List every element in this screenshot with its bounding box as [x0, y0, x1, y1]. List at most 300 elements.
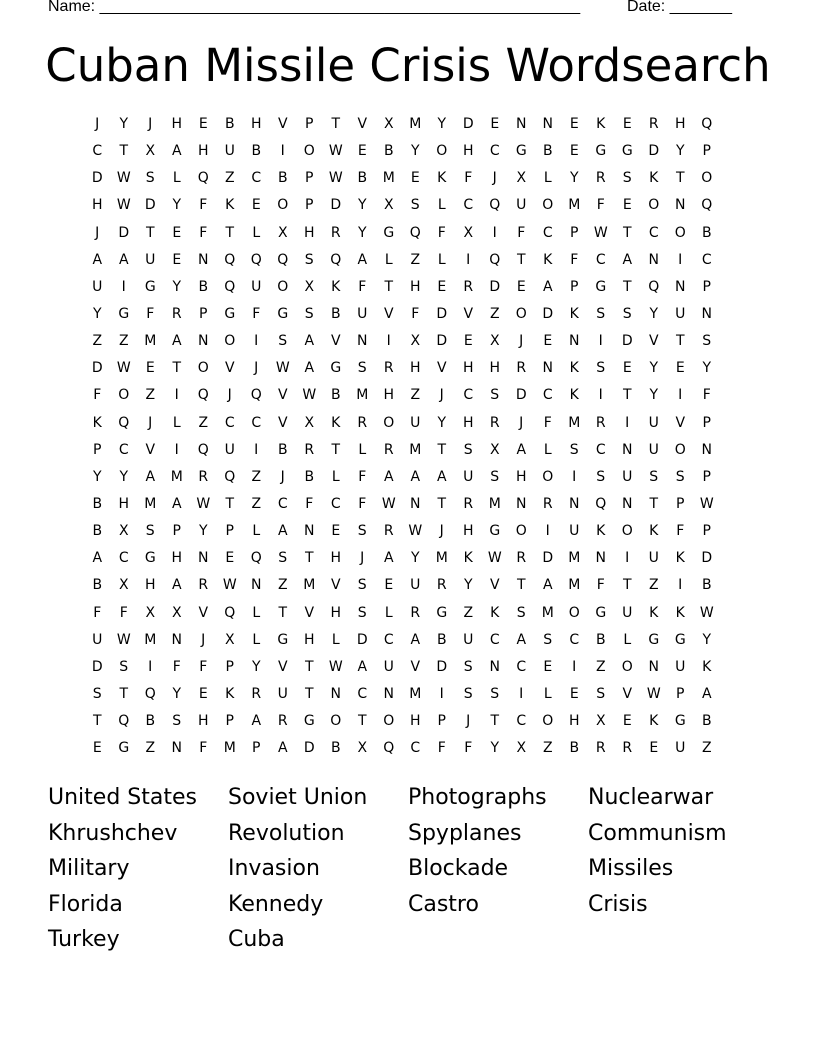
word-list-item: Military: [48, 856, 130, 882]
grid-cell: H: [674, 116, 686, 132]
grid-cell: S: [357, 604, 367, 621]
grid-row: [84, 192, 744, 219]
grid-cell: B: [701, 577, 712, 594]
grid-cell: T: [675, 333, 685, 350]
grid-cell: M: [144, 631, 157, 648]
grid-cell: E: [225, 550, 235, 567]
grid-cell: S: [357, 360, 367, 377]
grid-cell: L: [252, 224, 261, 241]
grid-cell: D: [489, 278, 501, 295]
grid-cell: O: [568, 604, 580, 621]
grid-cell: G: [674, 713, 686, 730]
grid-cell: E: [463, 333, 473, 350]
grid-cell: O: [674, 441, 686, 458]
grid-cell: R: [463, 278, 474, 295]
grid-cell: R: [171, 305, 182, 322]
grid-cell: Z: [118, 333, 129, 350]
grid-cell: N: [304, 523, 315, 540]
grid-cell: B: [436, 631, 447, 648]
grid-cell: I: [572, 658, 577, 675]
grid-cell: U: [92, 631, 103, 648]
grid-cell: N: [542, 360, 553, 377]
grid-cell: J: [519, 333, 524, 350]
grid-cell: F: [172, 658, 181, 675]
grid-cell: I: [519, 685, 524, 702]
grid-cell: T: [225, 495, 235, 512]
word-list-item: Nuclearwar: [588, 785, 714, 810]
grid-row: [84, 681, 744, 708]
grid-cell: D: [91, 360, 103, 377]
grid-cell: R: [595, 740, 606, 757]
grid-cell: G: [648, 631, 660, 648]
grid-row: [84, 735, 744, 762]
grid-cell: S: [119, 658, 129, 675]
grid-row: [84, 410, 744, 437]
grid-cell: R: [595, 414, 606, 431]
grid-cell: E: [649, 740, 659, 757]
grid-cell: H: [144, 577, 156, 594]
grid-cell: X: [118, 523, 129, 540]
grid-cell: L: [252, 631, 261, 648]
grid-cell: O: [542, 468, 554, 485]
grid-cell: S: [145, 170, 155, 187]
grid-cell: J: [227, 387, 232, 404]
grid-cell: D: [515, 387, 527, 404]
grid-cell: K: [649, 604, 659, 621]
grid-cell: C: [383, 631, 394, 648]
grid-cell: N: [251, 577, 262, 594]
grid-cell: F: [358, 468, 367, 485]
grid-cell: S: [543, 631, 553, 648]
grid-cell: L: [437, 197, 446, 214]
grid-cell: F: [199, 740, 208, 757]
grid-cell: U: [92, 278, 103, 295]
grid-cell: G: [595, 143, 607, 160]
grid-cell: A: [171, 495, 182, 512]
grid-cell: N: [595, 550, 606, 567]
word-list-item: Revolution: [228, 820, 345, 846]
grid-cell: N: [701, 441, 712, 458]
grid-cell: N: [330, 685, 341, 702]
grid-cell: R: [463, 495, 474, 512]
grid-cell: U: [357, 305, 368, 322]
header-line: [48, 0, 748, 18]
grid-cell: U: [224, 143, 235, 160]
grid-cell: G: [436, 604, 448, 621]
grid-cell: P: [225, 523, 234, 540]
grid-cell: Z: [410, 251, 421, 268]
grid-cell: T: [622, 577, 632, 594]
word-list-item: Invasion: [228, 856, 320, 882]
grid-cell: X: [383, 116, 394, 132]
grid-cell: F: [199, 658, 208, 675]
grid-cell: W: [116, 631, 131, 648]
grid-cell: P: [702, 468, 711, 485]
grid-cell: H: [383, 387, 395, 404]
grid-cell: B: [145, 713, 156, 730]
grid-cell: N: [622, 495, 633, 512]
grid-cell: A: [171, 577, 182, 594]
grid-cell: J: [439, 387, 444, 404]
grid-cell: H: [171, 116, 183, 132]
grid-cell: Q: [595, 495, 607, 512]
grid-cell: Q: [383, 740, 395, 757]
grid-cell: I: [439, 685, 444, 702]
grid-cell: E: [675, 360, 685, 377]
grid-row: [84, 708, 744, 735]
grid-cell: C: [118, 550, 129, 567]
grid-cell: K: [463, 550, 473, 567]
grid-cell: F: [252, 305, 261, 322]
grid-cell: Q: [224, 604, 236, 621]
word-list-item: Communism: [588, 820, 727, 846]
word-list-item: Blockade: [408, 856, 509, 882]
grid-cell: D: [462, 116, 474, 132]
grid-cell: M: [223, 740, 236, 757]
grid-cell: C: [648, 224, 659, 241]
grid-row: [84, 138, 744, 165]
grid-cell: T: [437, 441, 447, 458]
word-list-item: Cuba: [228, 927, 285, 953]
grid-cell: M: [170, 468, 183, 485]
grid-cell: K: [437, 170, 447, 187]
grid-cell: T: [357, 713, 367, 730]
grid-cell: M: [409, 116, 422, 132]
grid-cell: V: [463, 305, 474, 322]
grid-cell: I: [254, 441, 259, 458]
grid-cell: T: [278, 604, 288, 621]
grid-cell: Q: [250, 251, 262, 268]
grid-cell: C: [330, 495, 341, 512]
grid-cell: O: [383, 713, 395, 730]
grid-cell: O: [648, 197, 660, 214]
grid-cell: I: [280, 143, 285, 160]
grid-cell: B: [595, 631, 606, 648]
grid-cell: K: [490, 604, 500, 621]
grid-cell: E: [569, 143, 579, 160]
grid-cell: P: [702, 143, 711, 160]
grid-cell: W: [699, 604, 714, 621]
grid-cell: V: [357, 116, 368, 132]
grid-cell: O: [701, 170, 713, 187]
grid-cell: N: [198, 333, 209, 350]
grid-cell: E: [543, 333, 553, 350]
grid-cell: K: [596, 116, 606, 132]
grid-cell: C: [569, 631, 580, 648]
grid-cell: F: [596, 197, 605, 214]
grid-cell: U: [463, 631, 474, 648]
grid-cell: E: [198, 116, 208, 132]
grid-cell: F: [596, 577, 605, 594]
word-list-item: Photographs: [408, 785, 547, 810]
grid-cell: T: [119, 685, 129, 702]
grid-cell: Q: [409, 224, 421, 241]
grid-row: [84, 437, 744, 464]
grid-cell: A: [542, 577, 553, 594]
grid-cell: W: [302, 387, 317, 404]
grid-cell: M: [303, 577, 316, 594]
grid-cell: U: [463, 468, 474, 485]
grid-cell: U: [648, 414, 659, 431]
word-list-item: Spyplanes: [408, 820, 522, 846]
grid-cell: D: [144, 197, 156, 214]
grid-cell: P: [702, 278, 711, 295]
grid-cell: Q: [330, 251, 342, 268]
grid-cell: H: [489, 360, 501, 377]
grid-cell: Q: [648, 278, 660, 295]
grid-cell: T: [437, 495, 447, 512]
grid-cell: B: [330, 387, 341, 404]
grid-cell: Q: [277, 251, 289, 268]
grid-cell: N: [542, 116, 553, 132]
grid-cell: L: [358, 441, 367, 458]
grid-cell: Z: [92, 333, 103, 350]
grid-cell: M: [568, 550, 581, 567]
grid-cell: I: [678, 387, 683, 404]
grid-cell: Q: [197, 387, 209, 404]
grid-cell: W: [116, 197, 131, 214]
grid-cell: X: [489, 333, 500, 350]
grid-cell: S: [569, 441, 579, 458]
grid-row: [84, 328, 744, 355]
grid-cell: I: [678, 577, 683, 594]
grid-cell: F: [93, 387, 102, 404]
grid-cell: I: [121, 278, 126, 295]
grid-cell: Q: [197, 441, 209, 458]
grid-cell: Y: [675, 143, 685, 160]
grid-cell: R: [304, 441, 315, 458]
grid-cell: T: [490, 713, 500, 730]
grid-cell: U: [410, 577, 421, 594]
date-field-label: Date: _______: [627, 0, 732, 15]
grid-cell: A: [516, 441, 527, 458]
grid-cell: A: [171, 333, 182, 350]
grid-cell: M: [144, 333, 157, 350]
grid-cell: H: [409, 278, 421, 295]
grid-cell: E: [437, 278, 447, 295]
grid-cell: N: [622, 441, 633, 458]
grid-cell: W: [328, 143, 343, 160]
grid-cell: N: [648, 658, 659, 675]
word-list-item: Kennedy: [228, 891, 324, 917]
grid-cell: U: [277, 685, 288, 702]
grid-cell: V: [224, 360, 235, 377]
grid-cell: V: [277, 414, 288, 431]
grid-cell: E: [357, 143, 367, 160]
grid-cell: S: [622, 305, 632, 322]
grid-cell: G: [303, 713, 315, 730]
word-list-item: Khrushchev: [48, 820, 178, 846]
grid-cell: Y: [92, 305, 102, 322]
grid-cell: X: [277, 224, 288, 241]
grid-cell: C: [595, 251, 606, 268]
grid-cell: I: [545, 523, 550, 540]
grid-cell: G: [277, 631, 289, 648]
grid-cell: A: [383, 550, 394, 567]
grid-cell: B: [251, 143, 262, 160]
grid-cell: F: [358, 278, 367, 295]
grid-cell: Y: [357, 224, 367, 241]
grid-cell: X: [516, 740, 527, 757]
grid-cell: S: [92, 685, 102, 702]
grid-cell: O: [197, 360, 209, 377]
grid-cell: B: [701, 224, 712, 241]
grid-cell: Y: [410, 550, 420, 567]
grid-cell: P: [225, 713, 234, 730]
grid-cell: Z: [463, 604, 474, 621]
grid-cell: W: [646, 685, 661, 702]
grid-cell: Q: [118, 713, 130, 730]
grid-cell: A: [277, 523, 288, 540]
grid-cell: Y: [490, 740, 500, 757]
grid-cell: M: [568, 414, 581, 431]
grid-cell: Z: [595, 658, 606, 675]
grid-cell: H: [250, 116, 262, 132]
grid-cell: K: [702, 658, 712, 675]
grid-cell: P: [676, 685, 685, 702]
grid-cell: U: [675, 740, 686, 757]
grid-cell: K: [675, 604, 685, 621]
grid-cell: H: [462, 143, 474, 160]
grid-cell: N: [383, 685, 394, 702]
grid-cell: X: [304, 278, 315, 295]
grid-cell: P: [199, 305, 208, 322]
grid-cell: F: [517, 224, 526, 241]
grid-cell: H: [462, 360, 474, 377]
grid-cell: S: [357, 577, 367, 594]
grid-row: [84, 247, 744, 274]
grid-cell: F: [543, 414, 552, 431]
grid-cell: E: [198, 685, 208, 702]
grid-cell: S: [410, 197, 420, 214]
grid-cell: H: [568, 713, 580, 730]
grid-cell: D: [436, 658, 448, 675]
grid-cell: D: [330, 197, 342, 214]
grid-cell: L: [437, 251, 446, 268]
grid-cell: F: [702, 387, 711, 404]
grid-cell: O: [621, 523, 633, 540]
grid-cell: Z: [542, 740, 553, 757]
grid-cell: P: [676, 495, 685, 512]
grid-cell: T: [384, 278, 394, 295]
grid-cell: N: [569, 333, 580, 350]
grid-cell: I: [254, 333, 259, 350]
grid-cell: F: [199, 224, 208, 241]
grid-cell: O: [303, 143, 315, 160]
grid-cell: S: [596, 685, 606, 702]
grid-cell: R: [383, 523, 394, 540]
grid-cell: S: [516, 604, 526, 621]
grid-cell: M: [144, 495, 157, 512]
grid-cell: N: [198, 251, 209, 268]
grid-cell: N: [516, 116, 527, 132]
grid-cell: J: [492, 170, 497, 187]
grid-cell: L: [172, 170, 181, 187]
grid-cell: C: [516, 713, 527, 730]
grid-cell: Q: [489, 197, 501, 214]
grid-cell: U: [648, 441, 659, 458]
grid-cell: Z: [277, 577, 288, 594]
grid-cell: B: [92, 523, 103, 540]
grid-cell: E: [331, 523, 341, 540]
grid-cell: U: [224, 441, 235, 458]
grid-cell: F: [411, 305, 420, 322]
grid-cell: Y: [702, 631, 712, 648]
grid-cell: R: [516, 360, 527, 377]
grid-cell: G: [330, 360, 342, 377]
letter-grid: [84, 111, 744, 762]
grid-cell: U: [648, 550, 659, 567]
grid-cell: V: [145, 441, 156, 458]
grid-cell: H: [303, 224, 315, 241]
grid-cell: H: [330, 604, 342, 621]
grid-cell: X: [145, 604, 156, 621]
grid-cell: K: [331, 414, 341, 431]
grid-cell: G: [595, 604, 607, 621]
grid-cell: R: [622, 740, 633, 757]
grid-cell: B: [277, 170, 288, 187]
grid-cell: B: [277, 441, 288, 458]
grid-cell: M: [409, 441, 422, 458]
grid-cell: Q: [250, 387, 262, 404]
grid-cell: D: [436, 333, 448, 350]
grid-cell: E: [543, 658, 553, 675]
grid-cell: P: [702, 523, 711, 540]
grid-cell: F: [437, 740, 446, 757]
grid-cell: O: [674, 224, 686, 241]
grid-cell: U: [383, 658, 394, 675]
grid-cell: U: [145, 251, 156, 268]
grid-cell: E: [569, 116, 579, 132]
grid-row: [84, 220, 744, 247]
grid-cell: Q: [224, 468, 236, 485]
grid-cell: F: [199, 197, 208, 214]
grid-cell: O: [621, 658, 633, 675]
grid-cell: S: [172, 713, 182, 730]
grid-cell: T: [119, 143, 129, 160]
grid-cell: K: [225, 197, 235, 214]
grid-cell: K: [543, 251, 553, 268]
grid-cell: X: [304, 414, 315, 431]
grid-cell: K: [569, 387, 579, 404]
grid-cell: K: [569, 360, 579, 377]
grid-cell: Z: [648, 577, 659, 594]
grid-cell: I: [572, 468, 577, 485]
grid-cell: P: [305, 116, 314, 132]
grid-cell: N: [675, 197, 686, 214]
grid-cell: P: [570, 278, 579, 295]
grid-cell: C: [224, 414, 235, 431]
grid-cell: L: [252, 604, 261, 621]
grid-cell: R: [383, 360, 394, 377]
grid-cell: H: [409, 713, 421, 730]
grid-cell: Z: [224, 170, 235, 187]
grid-cell: K: [596, 523, 606, 540]
grid-cell: N: [198, 550, 209, 567]
grid-cell: B: [330, 305, 341, 322]
grid-cell: C: [92, 143, 103, 160]
grid-cell: A: [171, 143, 182, 160]
grid-cell: D: [303, 740, 315, 757]
grid-cell: C: [516, 658, 527, 675]
grid-cell: N: [171, 631, 182, 648]
word-list-item: Soviet Union: [228, 785, 368, 810]
grid-row: [84, 355, 744, 382]
grid-cell: L: [543, 170, 552, 187]
grid-cell: J: [148, 116, 153, 132]
grid-cell: T: [516, 577, 526, 594]
grid-cell: S: [357, 523, 367, 540]
